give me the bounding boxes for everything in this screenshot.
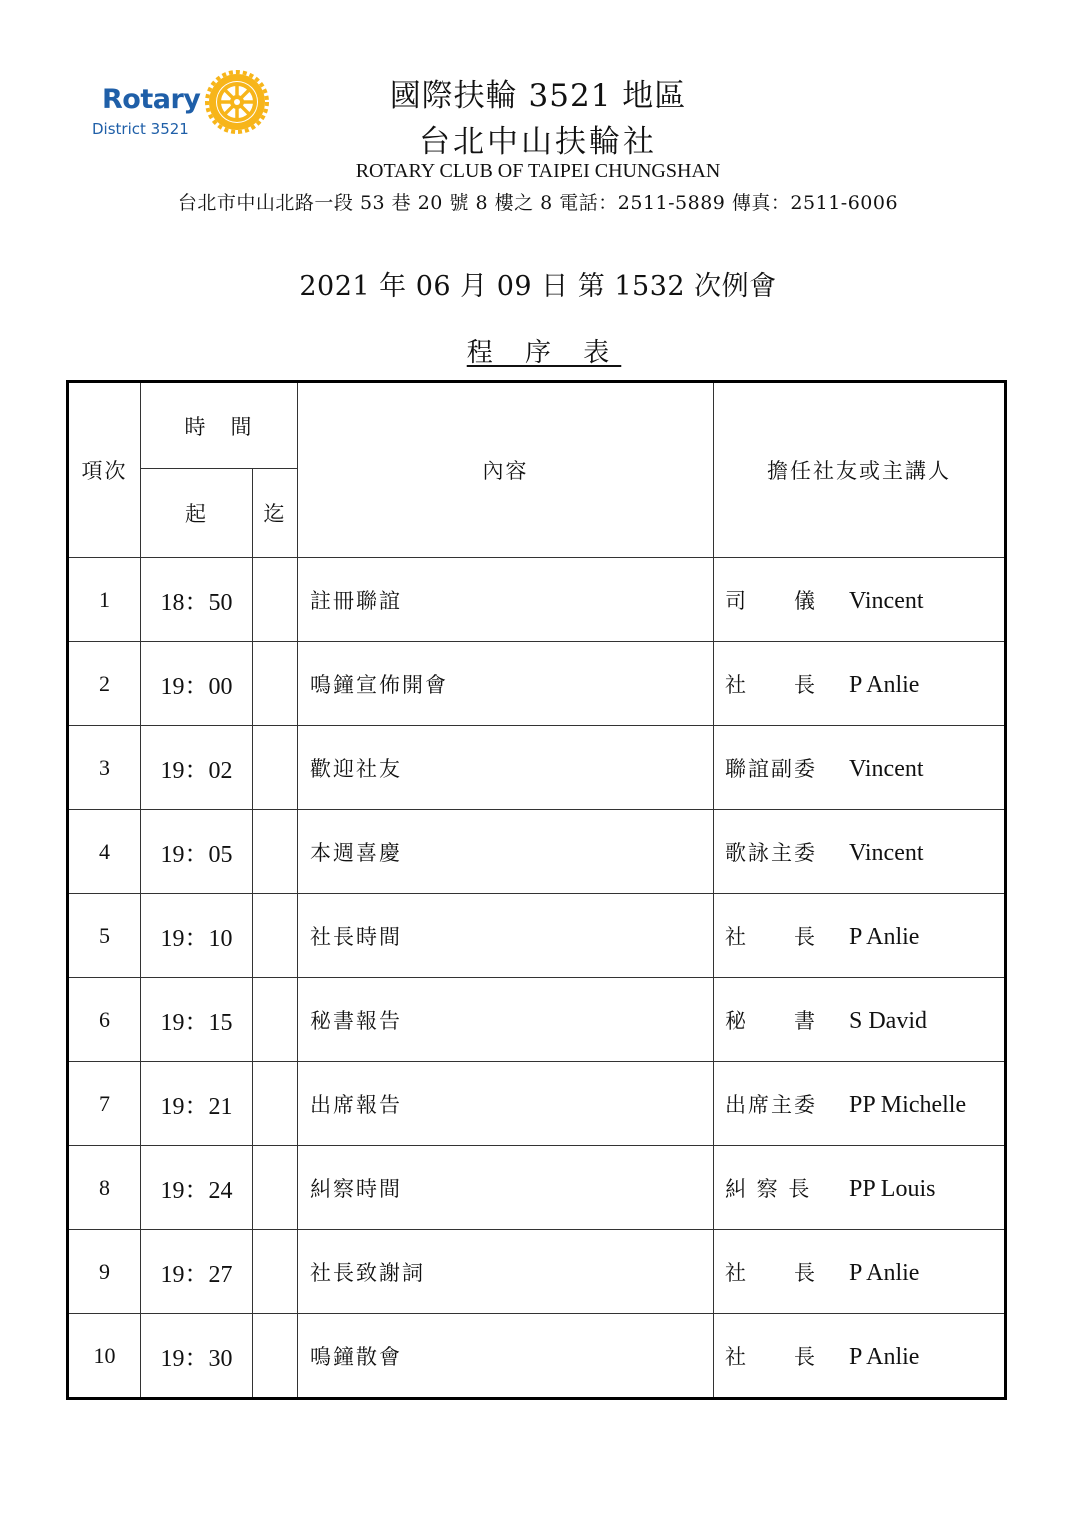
row-number: 7	[68, 1062, 141, 1146]
row-number: 9	[68, 1230, 141, 1314]
row-role: 糾 察 長	[725, 1176, 812, 1201]
row-person	[714, 642, 1006, 726]
row-name: Vincent	[849, 755, 924, 782]
row-person	[714, 558, 1006, 642]
club-title: 台北中山扶輪社	[419, 124, 657, 160]
table-row	[68, 1062, 1006, 1146]
table-row	[68, 810, 1006, 894]
row-person	[714, 978, 1006, 1062]
header-content: 內容	[298, 382, 714, 558]
row-role: 社 長	[725, 924, 817, 949]
logo-district: District 3521	[92, 120, 189, 138]
row-content: 本週喜慶	[298, 810, 714, 894]
table-row	[68, 726, 1006, 810]
row-person	[714, 1146, 1006, 1230]
row-start-time: 19：05	[141, 810, 253, 894]
program-title	[0, 332, 1076, 369]
row-content: 鳴鐘宣佈開會	[298, 642, 714, 726]
club-title-en: ROTARY CLUB OF TAIPEI CHUNGSHAN	[355, 160, 721, 182]
row-role: 歌詠主委	[725, 840, 817, 865]
table-row	[68, 1146, 1006, 1230]
program-table	[66, 380, 1007, 1400]
row-person	[714, 1062, 1006, 1146]
row-role: 社 長	[725, 1344, 817, 1369]
row-role: 社 長	[725, 1260, 817, 1285]
row-number: 8	[68, 1146, 141, 1230]
header-start: 起	[141, 469, 253, 558]
row-number: 6	[68, 978, 141, 1062]
district-title: 國際扶輪 3521 地區	[389, 78, 687, 114]
table-row	[68, 642, 1006, 726]
row-content: 歡迎社友	[298, 726, 714, 810]
row-end-time	[253, 558, 298, 642]
row-role: 司 儀	[725, 588, 817, 613]
row-content: 社長時間	[298, 894, 714, 978]
row-end-time	[253, 1230, 298, 1314]
table-row	[68, 978, 1006, 1062]
row-number: 10	[68, 1314, 141, 1399]
row-start-time: 19：15	[141, 978, 253, 1062]
row-person	[714, 1314, 1006, 1399]
row-content: 糾察時間	[298, 1146, 714, 1230]
row-name: P Anlie	[849, 1259, 920, 1286]
header-time: 時 間	[141, 382, 298, 469]
row-person	[714, 1230, 1006, 1314]
row-role: 出席主委	[725, 1092, 817, 1117]
row-person	[714, 726, 1006, 810]
row-number: 4	[68, 810, 141, 894]
row-name: P Anlie	[849, 671, 920, 698]
table-row	[68, 1230, 1006, 1314]
row-name: Vincent	[849, 587, 924, 614]
row-content: 鳴鐘散會	[298, 1314, 714, 1399]
row-role: 秘 書	[725, 1008, 817, 1033]
row-number: 2	[68, 642, 141, 726]
row-end-time	[253, 978, 298, 1062]
row-person	[714, 810, 1006, 894]
row-end-time	[253, 1146, 298, 1230]
row-start-time: 19：02	[141, 726, 253, 810]
row-end-time	[253, 1062, 298, 1146]
row-content: 出席報告	[298, 1062, 714, 1146]
row-number: 5	[68, 894, 141, 978]
row-start-time: 19：30	[141, 1314, 253, 1399]
table-row	[68, 894, 1006, 978]
row-start-time: 19：27	[141, 1230, 253, 1314]
row-content: 秘書報告	[298, 978, 714, 1062]
row-end-time	[253, 726, 298, 810]
row-end-time	[253, 894, 298, 978]
row-start-time: 18：50	[141, 558, 253, 642]
row-name: Vincent	[849, 839, 924, 866]
header-end: 迄	[253, 469, 298, 558]
row-role: 聯誼副委	[725, 756, 817, 781]
row-name: P Anlie	[849, 923, 920, 950]
header-person: 擔任社友或主講人	[714, 382, 1006, 558]
row-name: S David	[849, 1007, 927, 1034]
row-name: PP Michelle	[849, 1091, 967, 1118]
club-address: 台北市中山北路一段 53 巷 20 號 8 樓之 8 電話：2511-5889 傳真：2511-6006	[177, 192, 899, 214]
row-start-time: 19：10	[141, 894, 253, 978]
row-start-time: 19：24	[141, 1146, 253, 1230]
row-start-time: 19：00	[141, 642, 253, 726]
row-end-time	[253, 1314, 298, 1399]
row-number: 1	[68, 558, 141, 642]
row-end-time	[253, 642, 298, 726]
logo-wordmark: Rotary	[102, 84, 201, 115]
row-role: 社 長	[725, 672, 817, 697]
program-title-text: 程 序 表	[466, 338, 622, 368]
row-start-time: 19：21	[141, 1062, 253, 1146]
table-row	[68, 1314, 1006, 1399]
row-content: 註冊聯誼	[298, 558, 714, 642]
row-number: 3	[68, 726, 141, 810]
table-row	[68, 558, 1006, 642]
row-name: PP Louis	[849, 1175, 936, 1202]
row-content: 社長致謝詞	[298, 1230, 714, 1314]
row-end-time	[253, 810, 298, 894]
meeting-date: 2021 年 06 月 09 日 第 1532 次例會	[299, 271, 777, 302]
row-person	[714, 894, 1006, 978]
header-item: 項次	[68, 382, 141, 558]
row-name: P Anlie	[849, 1343, 920, 1370]
